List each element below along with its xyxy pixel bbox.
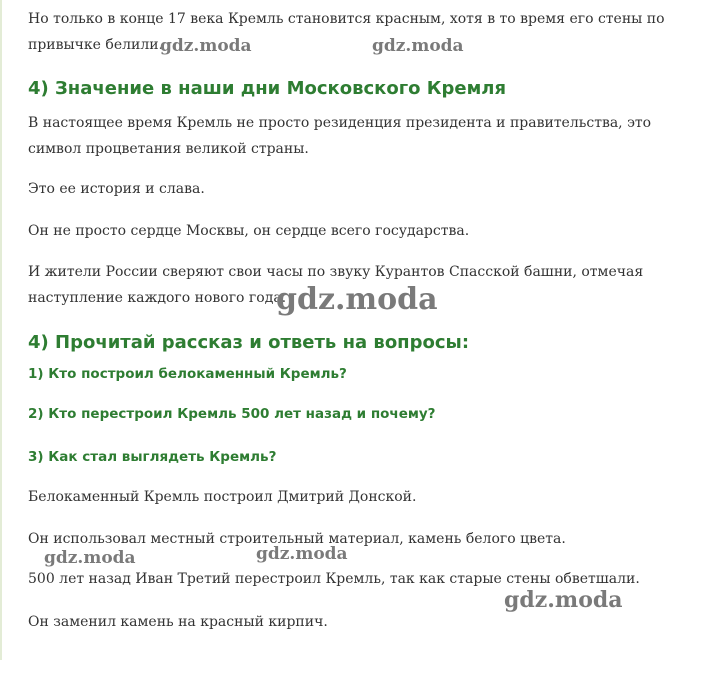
- page-left-border: [0, 0, 2, 660]
- section-heading-read-and-answer: 4) Прочитай рассказ и ответь на вопросы:: [28, 332, 470, 353]
- answer-paragraph: Он использовал местный строительный материал, камень белого цвета.: [28, 531, 566, 547]
- answer-paragraph: 500 лет назад Иван Третий перестроил Кремль, так как старые стены обветшали.: [28, 571, 640, 587]
- paragraph-line: привычке белили.: [28, 37, 164, 53]
- answer-paragraph: Белокаменный Кремль построил Дмитрий Донской.: [28, 489, 417, 505]
- watermark: gdz.moda: [256, 544, 348, 564]
- paragraph-line: символ процветания великой страны.: [28, 141, 309, 157]
- paragraph-line: И жители России сверяют свои часы по звуку Курантов Спасской башни, отмечая: [28, 264, 644, 280]
- paragraph-line: Но только в конце 17 века Кремль становится красным, хотя в то время его стены по: [28, 11, 665, 27]
- paragraph-line: наступление каждого нового года.: [28, 290, 287, 306]
- paragraph: Он не просто сердце Москвы, он сердце всего государства.: [28, 223, 470, 239]
- question-item: 2) Кто перестроил Кремль 500 лет назад и почему?: [28, 406, 436, 422]
- paragraph: Это ее история и слава.: [28, 181, 205, 197]
- watermark: gdz.moda: [504, 587, 623, 613]
- watermark: gdz.moda: [372, 36, 464, 56]
- paragraph-line: В настоящее время Кремль не просто резиденция президента и правительства, это: [28, 115, 652, 131]
- watermark: gdz.moda: [44, 548, 136, 568]
- question-item: 3) Как стал выглядеть Кремль?: [28, 449, 277, 465]
- section-heading-kremlin-today: 4) Значение в наши дни Московского Кремля: [28, 78, 507, 99]
- question-item: 1) Кто построил белокаменный Кремль?: [28, 366, 347, 382]
- answer-paragraph: Он заменил камень на красный кирпич.: [28, 614, 328, 630]
- watermark: gdz.moda: [160, 36, 252, 56]
- watermark: gdz.moda: [276, 282, 438, 317]
